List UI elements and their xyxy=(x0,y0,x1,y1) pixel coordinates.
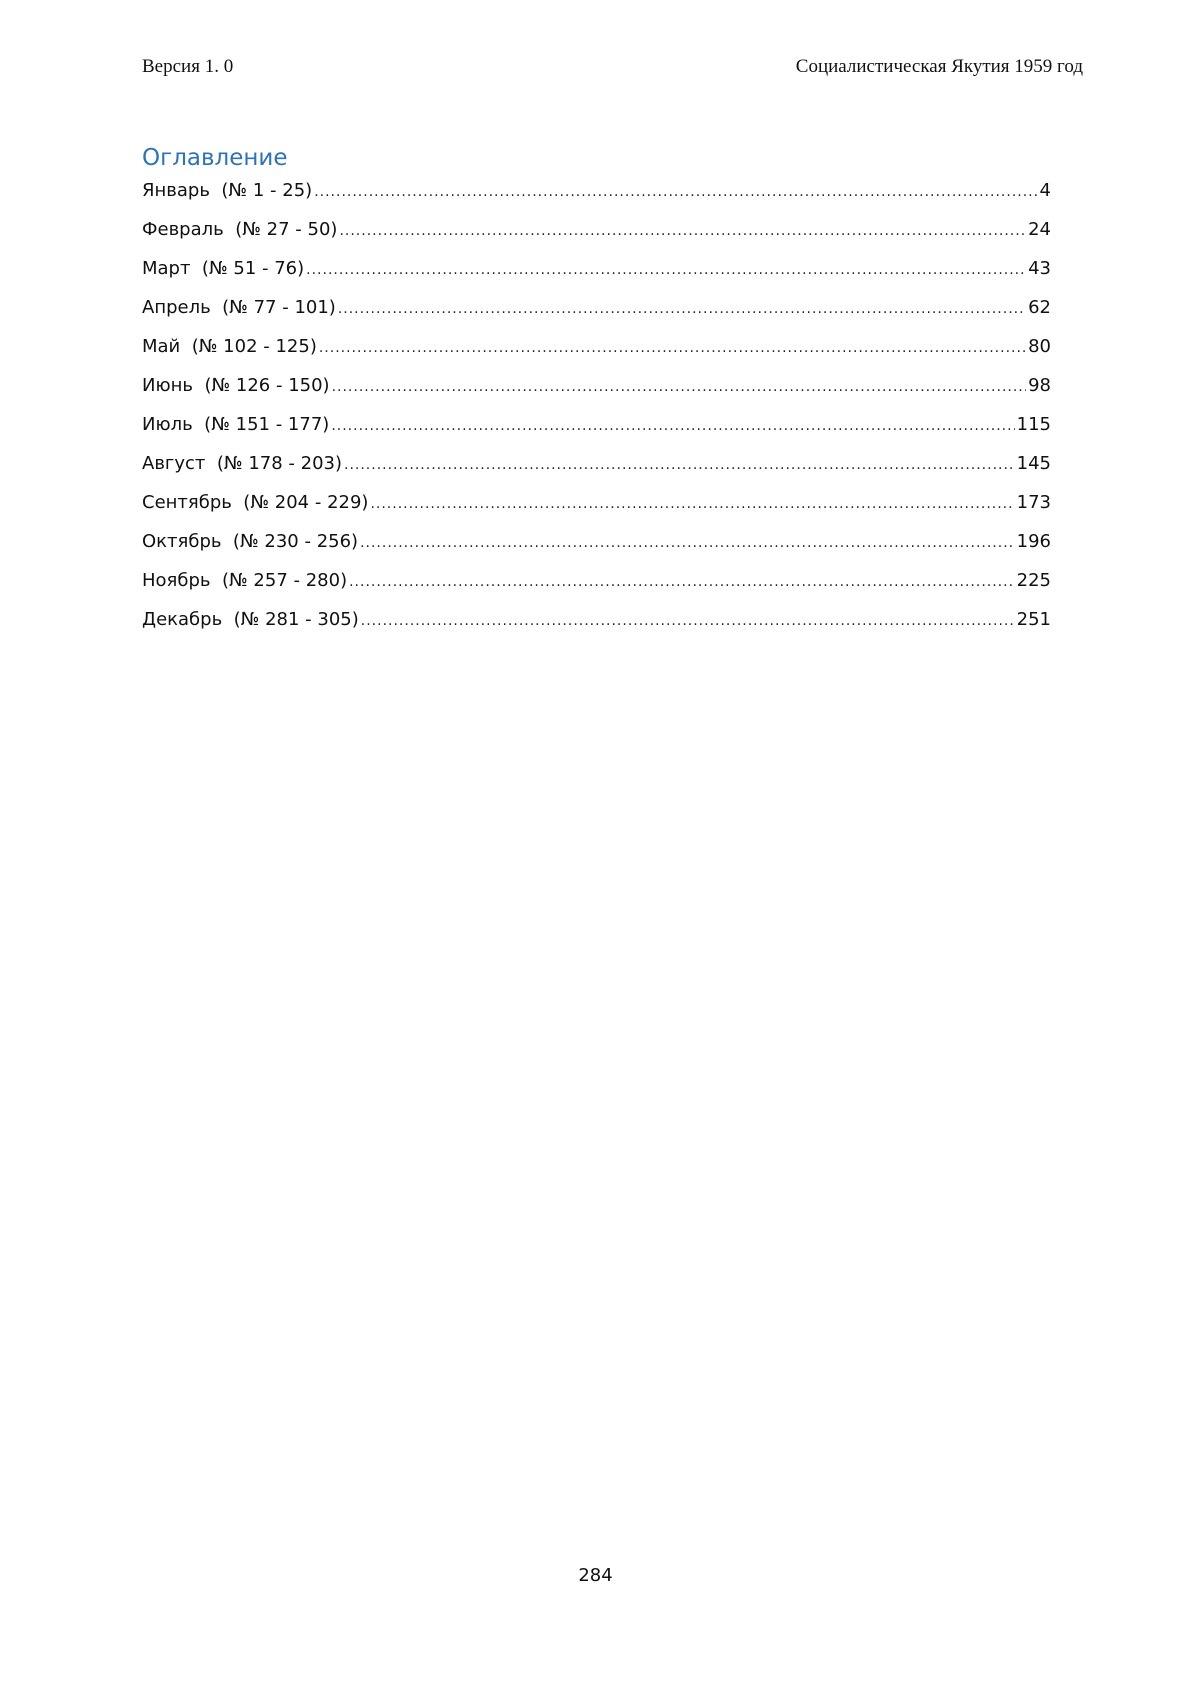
toc-entry-title: Сентябрь (№ 204 - 229) xyxy=(142,492,369,513)
toc-entry-page: 62 xyxy=(1028,297,1051,318)
toc-entry-title: Май (№ 102 - 125) xyxy=(142,336,317,357)
toc-entry-page: 24 xyxy=(1028,219,1051,240)
toc-leader-dots xyxy=(349,574,1015,590)
toc-entry-november[interactable] xyxy=(142,570,1051,609)
toc-leader-dots xyxy=(332,379,1027,395)
toc-leader-dots xyxy=(344,457,1015,473)
toc-entry-march[interactable] xyxy=(142,258,1051,297)
toc-entry-page: 80 xyxy=(1028,336,1051,357)
toc-list xyxy=(142,180,1051,648)
toc-entry-title: Февраль (№ 27 - 50) xyxy=(142,219,338,240)
toc-entry-april[interactable] xyxy=(142,297,1051,336)
toc-entry-february[interactable] xyxy=(142,219,1051,258)
toc-entry-october[interactable] xyxy=(142,531,1051,570)
toc-entry-title: Январь (№ 1 - 25) xyxy=(142,180,313,201)
toc-entry-may[interactable] xyxy=(142,336,1051,375)
toc-entry-page: 196 xyxy=(1016,531,1051,552)
toc-entry-page: 173 xyxy=(1016,492,1051,513)
toc-entry-title: Август (№ 178 - 203) xyxy=(142,453,342,474)
toc-entry-june[interactable] xyxy=(142,375,1051,414)
toc-leader-dots xyxy=(314,184,1037,200)
toc-leader-dots xyxy=(339,223,1026,239)
toc-leader-dots xyxy=(370,496,1014,512)
toc-leader-dots xyxy=(331,418,1014,434)
toc-leader-dots xyxy=(338,301,1026,317)
toc-entry-august[interactable] xyxy=(142,453,1051,492)
toc-leader-dots xyxy=(360,535,1015,551)
toc-entry-title: Март (№ 51 - 76) xyxy=(142,258,305,279)
header-version: Версия 1. 0 xyxy=(142,56,234,77)
toc-leader-dots xyxy=(361,613,1015,629)
header-title: Социалистическая Якутия 1959 год xyxy=(795,56,1083,77)
footer-page-number: 284 xyxy=(578,1565,613,1586)
toc-entry-title: Октябрь (№ 230 - 256) xyxy=(142,531,359,552)
toc-entry-january[interactable] xyxy=(142,180,1051,219)
toc-entry-page: 145 xyxy=(1016,453,1051,474)
toc-entry-september[interactable] xyxy=(142,492,1051,531)
toc-entry-page: 251 xyxy=(1016,609,1051,630)
toc-entry-july[interactable] xyxy=(142,414,1051,453)
toc-entry-page: 4 xyxy=(1039,180,1051,201)
toc-entry-page: 43 xyxy=(1028,258,1051,279)
toc-entry-title: Июнь (№ 126 - 150) xyxy=(142,375,330,396)
toc-entry-title: Июль (№ 151 - 177) xyxy=(142,414,330,435)
toc-entry-title: Апрель (№ 77 - 101) xyxy=(142,297,336,318)
toc-entry-page: 98 xyxy=(1028,375,1051,396)
toc-leader-dots xyxy=(306,262,1026,278)
toc-entry-title: Ноябрь (№ 257 - 280) xyxy=(142,570,348,591)
toc-leader-dots xyxy=(319,340,1026,356)
toc-entry-title: Декабрь (№ 281 - 305) xyxy=(142,609,359,630)
toc-heading: Оглавление xyxy=(142,145,288,171)
toc-entry-page: 225 xyxy=(1016,570,1051,591)
toc-entry-page: 115 xyxy=(1016,414,1051,435)
toc-entry-december[interactable] xyxy=(142,609,1051,648)
